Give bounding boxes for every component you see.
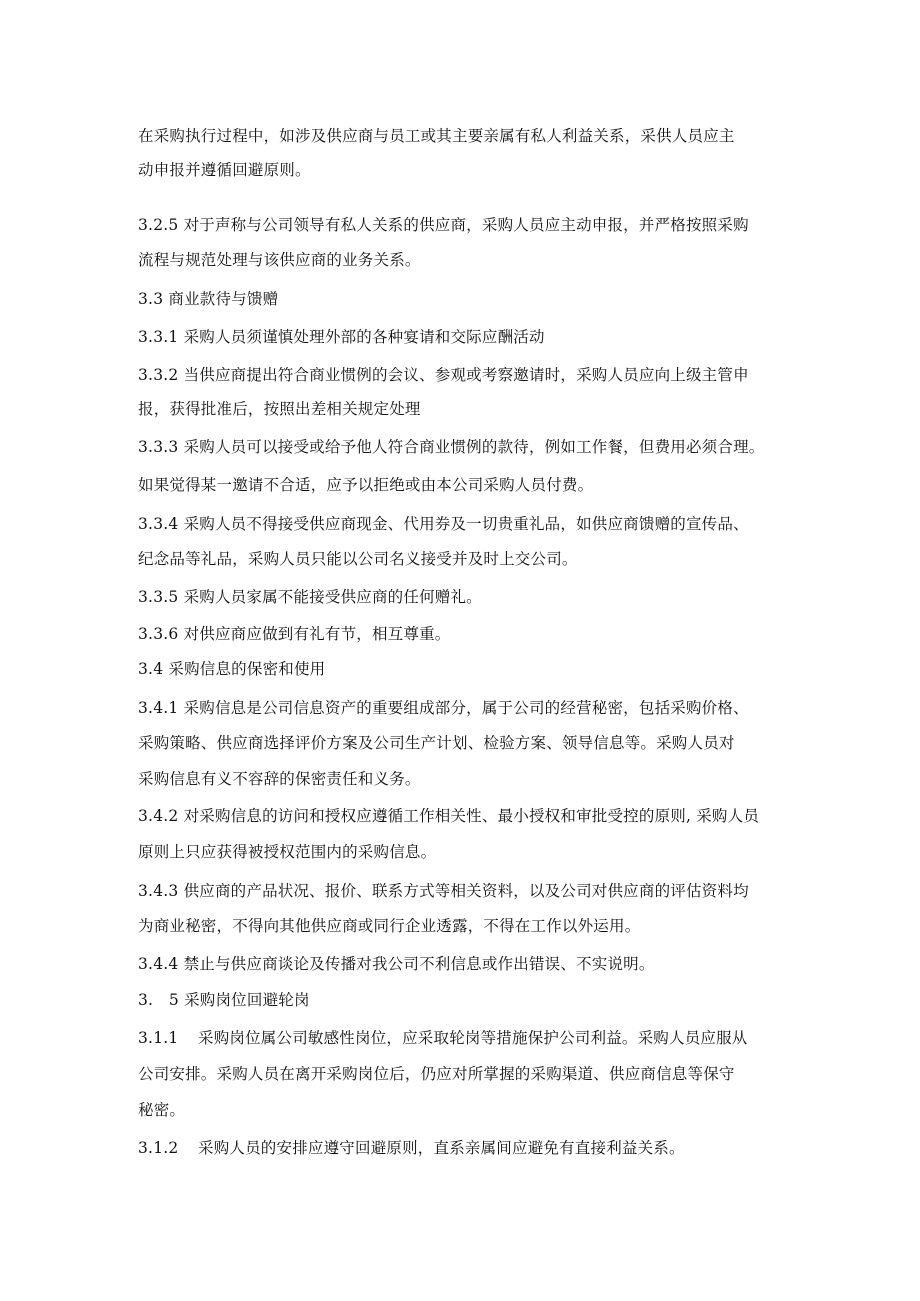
paragraph-line: 为商业秘密，不得向其他供应商或同行企业透露，不得在工作以外运用。 [138,917,641,935]
item-text: 采购人员的安排应遵守回避原则，直系亲属间应避免有直接利益关系。 [198,1139,685,1157]
section-heading: 3.3 商业款待与馈赠 [138,290,279,308]
paragraph-line: 采购策略、供应商选择评价方案及公司生产计划、检验方案、领导信息等。采购人员对 [138,734,735,752]
paragraph-line: 3.4.4 禁止与供应商谈论及传播对我公司不利信息或作出错误、不实说明。 [138,955,655,973]
paragraph-line: 原则上只应获得被授权范围内的采购信息。 [138,843,437,861]
paragraph-line: 3.3.3 采购人员可以接受或给予他人符合商业惯例的款待，例如工作餐，但费用必须合理。 [138,438,765,456]
numbered-item [138,1028,748,1048]
paragraph-line: 3.3.6 对供应商应做到有礼有节，相互尊重。 [138,625,451,643]
paragraph-line: 动申报并遵循回避原则。 [138,161,311,179]
paragraph-line: 3.4.1 采购信息是公司信息资产的重要组成部分，属于公司的经营秘密，包括采购价格、 [138,699,749,717]
paragraph-line: 3.4.2 对采购信息的访问和授权应遵循工作相关性、最小授权和审批受控的原则, 采购人员 [138,807,760,825]
paragraph-line: 3.2.5 对于声称与公司领导有私人关系的供应商，采购人员应主动申报，并严格按照采购 [138,216,749,234]
paragraph-line: 3.3.2 当供应商提出符合商业惯例的会议、参观或考察邀请时，采购人员应向上级主管申 [138,366,749,384]
paragraph-line: 在采购执行过程中，如涉及供应商与员工或其主要亲属有私人利益关系，采供人员应主 [138,127,735,145]
paragraph-line: 公司安排。采购人员在离开采购岗位后，仍应对所掌握的采购渠道、供应商信息等保守 [138,1065,735,1083]
item-text: 采购岗位属公司敏感性岗位，应采取轮岗等措施保护公司利益。采购人员应服从 [198,1029,748,1047]
section-heading: 3. 5 采购岗位回避轮岗 [138,991,310,1009]
paragraph-line: 3.4.3 供应商的产品状况、报价、联系方式等相关资料，以及公司对供应商的评估资料均 [138,882,749,900]
paragraph-line: 报，获得批准后，按照出差相关规定处理 [138,400,421,418]
paragraph-line: 秘密。 [138,1101,186,1119]
paragraph-line: 3.3.4 采购人员不得接受供应商现金、代用券及一切贵重礼品，如供应商馈赠的宣传品、 [138,515,749,533]
item-number: 3.1.1 [138,1029,179,1047]
paragraph-line: 纪念品等礼品，采购人员只能以公司名义接受并及时上交公司。 [138,550,578,568]
section-heading: 3.4 采购信息的保密和使用 [138,660,326,678]
paragraph-line: 采购信息有义不容辞的保密责任和义务。 [138,770,421,788]
numbered-item [138,1138,685,1158]
paragraph-line: 3.3.5 采购人员家属不能接受供应商的任何赠礼。 [138,588,482,606]
paragraph-line: 如果觉得某一邀请不合适，应予以拒绝或由本公司采购人员付费。 [138,476,594,494]
item-number: 3.1.2 [138,1139,179,1157]
paragraph-line: 3.3.1 采购人员须谨慎处理外部的各种宴请和交际应酬活动 [138,328,545,346]
paragraph-line: 流程与规范处理与该供应商的业务关系。 [138,251,421,269]
